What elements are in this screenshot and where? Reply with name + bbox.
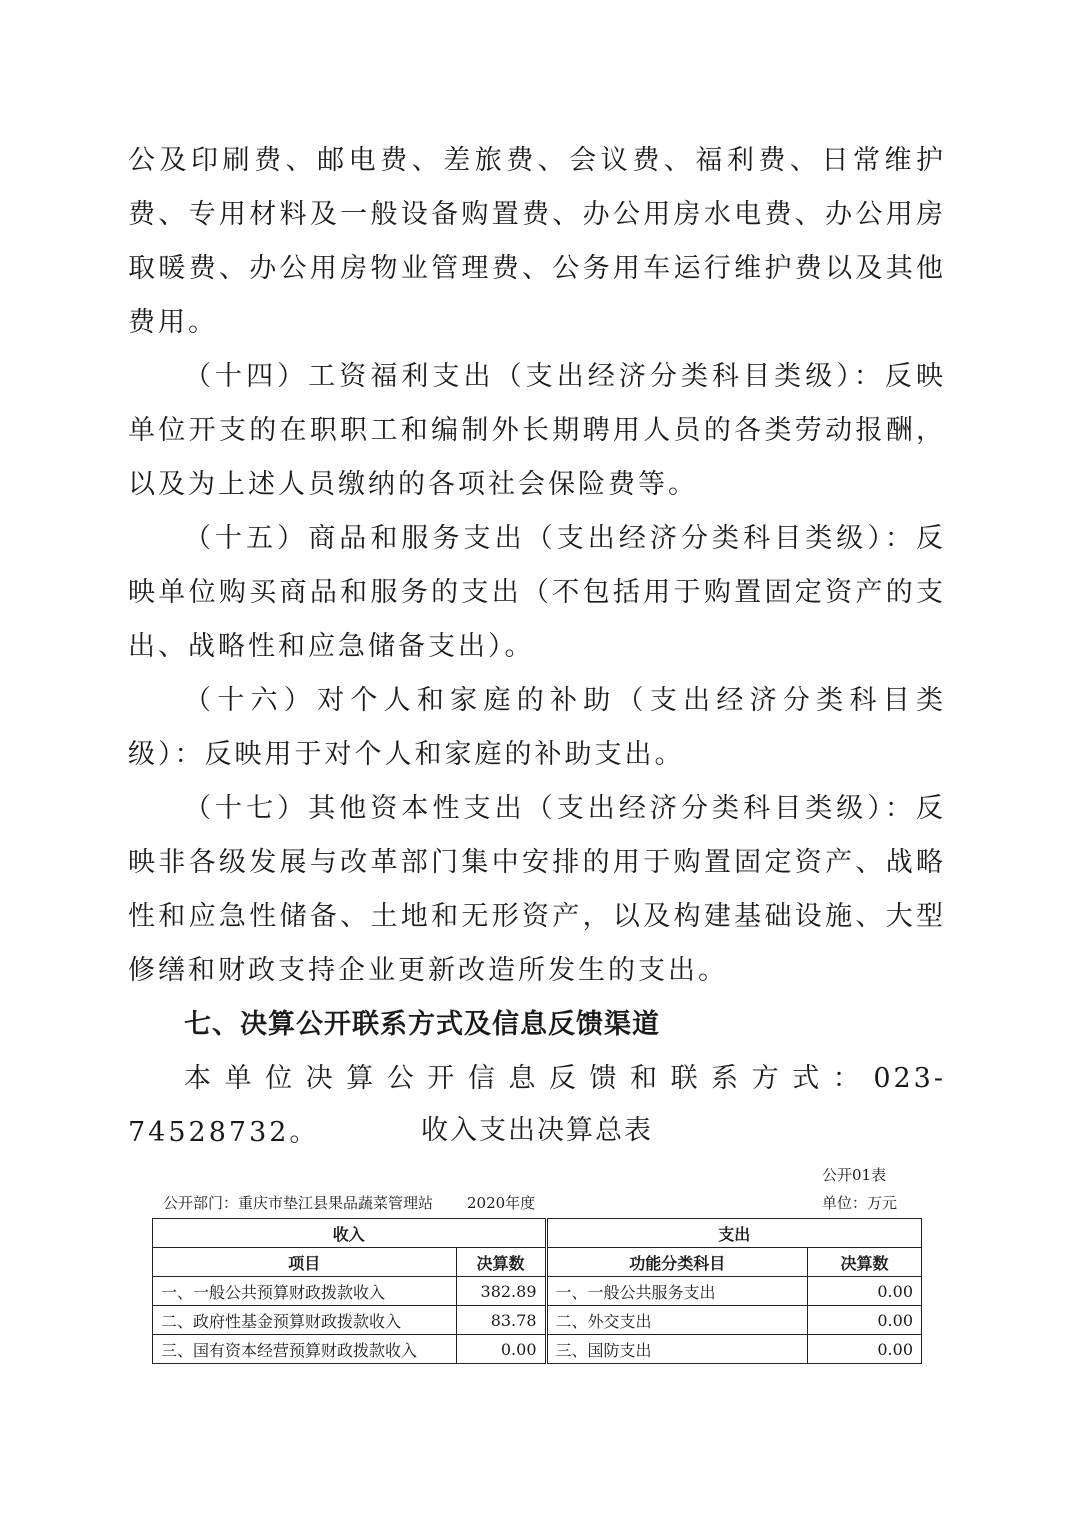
table-row	[153, 1335, 922, 1364]
paragraph-salary-welfare: （十四）工资福利支出（支出经济分类科目类级）：反映单位开支的在职职工和编制外长期聘用人员的各类劳动报酬，以及为上述人员缴纳的各项社会保险费等。	[128, 361, 946, 500]
unit-label: 单位：万元	[822, 1194, 898, 1212]
contact-text: 本单位决算公开信息反馈和联系方式：023-74528732。	[128, 1063, 946, 1148]
expense-item: 二、外交支出	[546, 1306, 808, 1335]
col-amount2-header: 决算数	[808, 1248, 922, 1277]
table-row	[153, 1306, 922, 1335]
col-amount-header: 决算数	[456, 1248, 546, 1277]
table-group-header-row	[153, 1219, 922, 1248]
paragraph-capital-expenditure: （十七）其他资本性支出（支出经济分类科目类级）：反映非各级发展与改革部门集中安排的用于购置固定资产、战略性和应急性储备、土地和无形资产，以及构建基础设施、大型修缮和财政支持企业更新改造所发生的支出。	[128, 793, 946, 986]
body-text	[128, 134, 946, 1160]
department-label: 公开部门：重庆市垫江县果品蔬菜管理站	[163, 1194, 434, 1212]
income-item: 二、政府性基金预算财政拨款收入	[153, 1306, 457, 1335]
table-title: 收入支出决算总表	[421, 1115, 653, 1146]
table-column-header-row	[153, 1248, 922, 1277]
paragraph-household-subsidy: （十六）对个人和家庭的补助（支出经济分类科目类级）：反映用于对个人和家庭的补助支出。	[128, 685, 946, 770]
col-func-header: 功能分类科目	[546, 1248, 808, 1277]
expense-amount: 0.00	[808, 1306, 922, 1335]
expense-header: 支出	[546, 1219, 922, 1248]
expense-amount: 0.00	[808, 1335, 922, 1364]
year-label: 2020年度	[467, 1194, 536, 1212]
income-item: 三、国有资本经营预算财政拨款收入	[153, 1335, 457, 1364]
table-number: 公开01表	[822, 1166, 887, 1184]
expense-item: 一、一般公共服务支出	[546, 1277, 808, 1306]
income-amount: 0.00	[456, 1335, 546, 1364]
income-amount: 382.89	[456, 1277, 546, 1306]
col-item-header: 项目	[153, 1248, 457, 1277]
income-item: 一、一般公共预算财政拨款收入	[153, 1277, 457, 1306]
table-row	[153, 1277, 922, 1306]
income-expense-table	[152, 1218, 922, 1364]
income-header: 收入	[153, 1219, 547, 1248]
section-heading: 七、决算公开联系方式及信息反馈渠道	[184, 1009, 660, 1040]
expense-item: 三、国防支出	[546, 1335, 808, 1364]
expense-amount: 0.00	[808, 1277, 922, 1306]
paragraph-continuation: 公及印刷费、邮电费、差旅费、会议费、福利费、日常维护 费、专用材料及一般设备购置费、办公用房水电费、办公用房取暖费、办公用房物业管理费、公务用车运行维护费以及其他费用。	[128, 145, 946, 338]
income-amount: 83.78	[456, 1306, 546, 1335]
paragraph-goods-services: （十五）商品和服务支出（支出经济分类科目类级）：反映单位购买商品和服务的支出（不包括用于购置固定资产的支出、战略性和应急储备支出）。	[128, 523, 946, 662]
